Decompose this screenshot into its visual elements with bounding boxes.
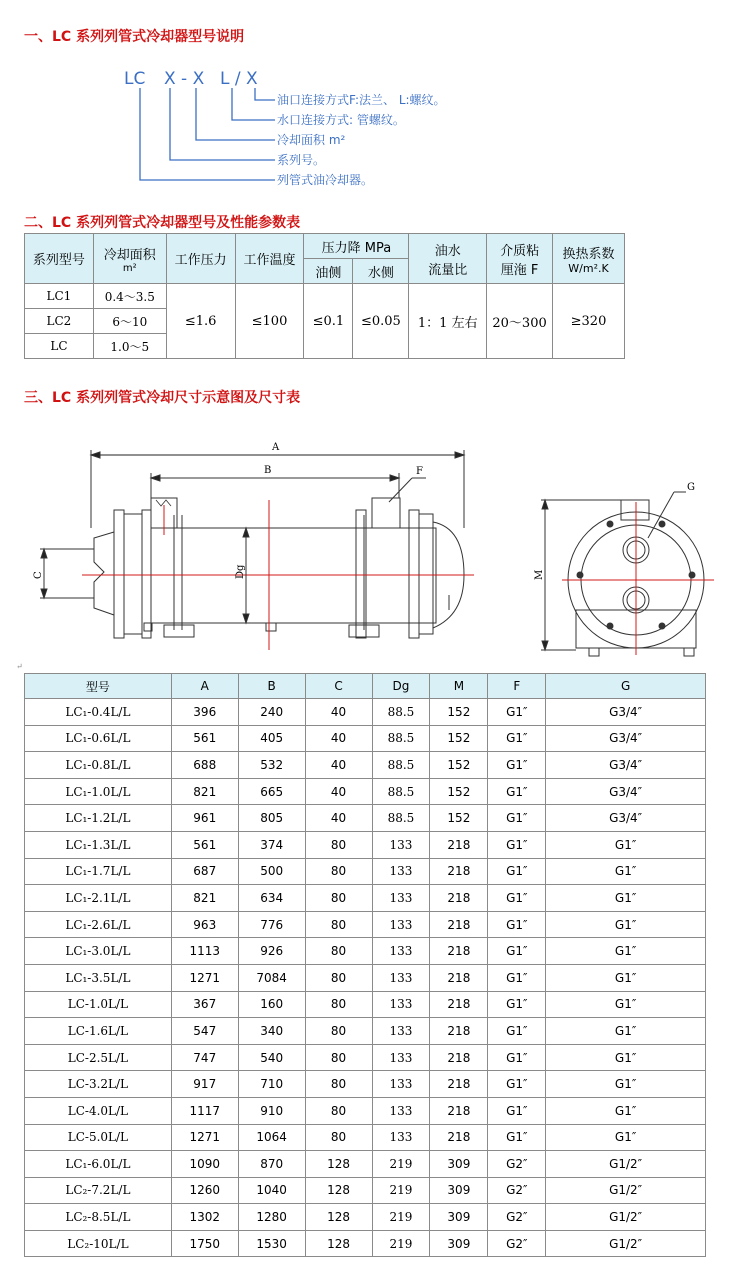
dim-cell-b: 1064: [238, 1124, 305, 1151]
table-row: [25, 885, 706, 912]
dim-cell-g: G1″: [546, 1124, 706, 1151]
dim-cell-f: G1″: [488, 1097, 546, 1124]
dim-cell-b: 1040: [238, 1177, 305, 1204]
dim-cell-dg: 133: [372, 938, 430, 965]
dim-cell-c: 128: [305, 1151, 372, 1178]
param-header-row: [25, 234, 625, 259]
table-row: [25, 1151, 706, 1178]
param-header-heat-2: W/m².K: [568, 261, 609, 275]
dim-cell-dg: 88.5: [372, 752, 430, 779]
dim-header-f: F: [488, 674, 546, 699]
param-ratio: 1：1 左右: [409, 284, 487, 359]
param-header-ratio-1: 油水: [434, 243, 461, 259]
dim-cell-a: 561: [171, 725, 238, 752]
dim-cell-f: G1″: [488, 725, 546, 752]
dim-cell-dg: 133: [372, 964, 430, 991]
table-row: [25, 1204, 706, 1231]
dim-cell-dg: 133: [372, 991, 430, 1018]
dim-cell-a: 1750: [171, 1230, 238, 1257]
dim-cell-g: G3/4″: [546, 699, 706, 726]
dim-cell-a: 963: [171, 911, 238, 938]
dim-cell-g: G1/2″: [546, 1177, 706, 1204]
param-header-water-side: 水侧: [353, 259, 409, 284]
dim-cell-b: 665: [238, 778, 305, 805]
param-area: 6～10: [93, 309, 166, 334]
dim-label-b: B: [264, 465, 272, 476]
param-series: LC: [25, 334, 94, 359]
dim-cell-c: 80: [305, 1097, 372, 1124]
dim-cell-a: 687: [171, 858, 238, 885]
dim-cell-a: 547: [171, 1018, 238, 1045]
dim-cell-m: 218: [430, 831, 488, 858]
dim-cell-model: LC₁-1.2L/L: [25, 805, 172, 832]
param-header-temp: 工作温度: [235, 234, 304, 284]
table-row: [25, 699, 706, 726]
dim-cell-m: 218: [430, 885, 488, 912]
table-row: [25, 1044, 706, 1071]
param-area: 0.4～3.5: [93, 284, 166, 309]
dim-cell-model: LC₂-7.2L/L: [25, 1177, 172, 1204]
dim-cell-m: 218: [430, 938, 488, 965]
dim-cell-f: G1″: [488, 1018, 546, 1045]
dim-cell-dg: 88.5: [372, 805, 430, 832]
dim-cell-f: G1″: [488, 991, 546, 1018]
dim-cell-f: G1″: [488, 964, 546, 991]
dim-cell-g: G1″: [546, 991, 706, 1018]
dim-cell-g: G1/2″: [546, 1204, 706, 1231]
dim-cell-a: 1271: [171, 964, 238, 991]
dim-cell-a: 561: [171, 831, 238, 858]
dim-cell-g: G1″: [546, 1018, 706, 1045]
dim-cell-b: 710: [238, 1071, 305, 1098]
table-row: [25, 858, 706, 885]
param-header-visc-1: 介质粘: [500, 243, 540, 259]
dim-label-dg: Dg: [235, 564, 246, 579]
dim-cell-b: 910: [238, 1097, 305, 1124]
dim-label-f: F: [416, 466, 423, 477]
dim-cell-f: G2″: [488, 1151, 546, 1178]
dim-cell-f: G2″: [488, 1230, 546, 1257]
dim-cell-model: LC-1.6L/L: [25, 1018, 172, 1045]
dim-cell-f: G1″: [488, 831, 546, 858]
dim-cell-a: 367: [171, 991, 238, 1018]
dim-cell-g: G3/4″: [546, 805, 706, 832]
param-temp: ≤100: [235, 284, 304, 359]
param-header-visc: [487, 234, 553, 284]
dim-cell-a: 396: [171, 699, 238, 726]
dim-cell-g: G1/2″: [546, 1151, 706, 1178]
table-row: [25, 752, 706, 779]
dim-cell-b: 240: [238, 699, 305, 726]
dim-cell-dg: 88.5: [372, 778, 430, 805]
code-leader-lines: [140, 88, 275, 180]
dim-cell-b: 532: [238, 752, 305, 779]
dim-cell-f: G1″: [488, 805, 546, 832]
param-oil-side: ≤0.1: [304, 284, 353, 359]
dim-cell-f: G1″: [488, 1044, 546, 1071]
dim-cell-model: LC-1.0L/L: [25, 991, 172, 1018]
param-header-pressure: 工作压力: [166, 234, 235, 284]
code-part-lc: LC: [124, 69, 146, 89]
dim-cell-f: G1″: [488, 911, 546, 938]
table-row: [25, 725, 706, 752]
dim-cell-g: G3/4″: [546, 752, 706, 779]
dim-cell-b: 1530: [238, 1230, 305, 1257]
dimension-header-row: [25, 674, 706, 699]
dim-cell-model: LC₁-0.4L/L: [25, 699, 172, 726]
dim-cell-f: G1″: [488, 858, 546, 885]
param-series: LC1: [25, 284, 94, 309]
dim-cell-model: LC₂-8.5L/L: [25, 1204, 172, 1231]
dim-cell-a: 917: [171, 1071, 238, 1098]
dim-cell-g: G1″: [546, 938, 706, 965]
dim-cell-c: 128: [305, 1177, 372, 1204]
dim-cell-model: LC-2.5L/L: [25, 1044, 172, 1071]
dim-cell-dg: 133: [372, 1097, 430, 1124]
dim-cell-g: G1″: [546, 911, 706, 938]
dim-cell-model: LC-3.2L/L: [25, 1071, 172, 1098]
dim-cell-dg: 133: [372, 1071, 430, 1098]
cooler-dimension-drawing: [14, 410, 729, 675]
dim-cell-dg: 133: [372, 831, 430, 858]
table-row: [25, 964, 706, 991]
dim-header-model: 型号: [25, 674, 172, 699]
dim-cell-c: 80: [305, 964, 372, 991]
dim-cell-model: LC₁-6.0L/L: [25, 1151, 172, 1178]
dim-cell-f: G2″: [488, 1204, 546, 1231]
dim-cell-a: 961: [171, 805, 238, 832]
dim-cell-b: 776: [238, 911, 305, 938]
table-row: [25, 831, 706, 858]
table-row: [25, 1177, 706, 1204]
dim-cell-model: LC₁-3.5L/L: [25, 964, 172, 991]
dim-cell-dg: 133: [372, 885, 430, 912]
dim-cell-model: LC₁-2.6L/L: [25, 911, 172, 938]
dim-label-g: G: [687, 482, 695, 493]
dim-cell-g: G1″: [546, 858, 706, 885]
dim-cell-dg: 133: [372, 1044, 430, 1071]
code-line-water-port: 水口连接方式: 管螺纹。: [277, 113, 405, 127]
dim-cell-m: 152: [430, 778, 488, 805]
dim-header-dg: Dg: [372, 674, 430, 699]
table-row: [25, 991, 706, 1018]
dim-cell-m: 309: [430, 1151, 488, 1178]
dim-cell-f: G1″: [488, 1071, 546, 1098]
param-header-drop: 压力降 MPa: [304, 234, 409, 259]
dim-cell-model: LC₁-0.6L/L: [25, 725, 172, 752]
dim-cell-b: 634: [238, 885, 305, 912]
param-header-heat: [553, 234, 625, 284]
table-row: [25, 911, 706, 938]
dim-cell-m: 218: [430, 1097, 488, 1124]
dim-cell-a: 821: [171, 778, 238, 805]
dim-cell-c: 80: [305, 911, 372, 938]
dim-cell-a: 1113: [171, 938, 238, 965]
dim-cell-model: LC₁-3.0L/L: [25, 938, 172, 965]
dim-cell-c: 80: [305, 1018, 372, 1045]
dim-cell-dg: 88.5: [372, 699, 430, 726]
dim-cell-b: 540: [238, 1044, 305, 1071]
dim-label-c: C: [33, 571, 44, 579]
dim-cell-a: 1260: [171, 1177, 238, 1204]
dim-cell-b: 926: [238, 938, 305, 965]
dim-cell-c: 80: [305, 1044, 372, 1071]
dim-cell-a: 688: [171, 752, 238, 779]
param-row: [25, 284, 625, 309]
dim-cell-g: G1″: [546, 1071, 706, 1098]
dim-cell-g: G3/4″: [546, 778, 706, 805]
table-row: [25, 778, 706, 805]
dim-cell-b: 1280: [238, 1204, 305, 1231]
code-line-series: 系列号。: [277, 153, 326, 167]
dim-cell-c: 40: [305, 752, 372, 779]
dim-cell-m: 309: [430, 1230, 488, 1257]
dim-cell-m: 218: [430, 1018, 488, 1045]
dim-cell-dg: 133: [372, 858, 430, 885]
dim-cell-c: 128: [305, 1204, 372, 1231]
side-view: [40, 450, 474, 650]
dim-cell-m: 309: [430, 1177, 488, 1204]
code-part-series-area: X - X: [164, 69, 205, 89]
dim-cell-f: G1″: [488, 752, 546, 779]
dim-cell-c: 80: [305, 858, 372, 885]
dim-cell-a: 1090: [171, 1151, 238, 1178]
code-part-ports: L / X: [220, 69, 258, 89]
param-header-series: 系列型号: [25, 234, 94, 284]
dim-cell-f: G1″: [488, 885, 546, 912]
code-line-oil-port: 油口连接方式F:法兰、 L:螺纹。: [277, 93, 446, 107]
table-row: [25, 938, 706, 965]
code-line-type: 列管式油冷却器。: [277, 173, 374, 187]
dim-cell-b: 805: [238, 805, 305, 832]
dim-header-b: B: [238, 674, 305, 699]
param-visc: 20～300: [487, 284, 553, 359]
dim-cell-f: G1″: [488, 699, 546, 726]
dim-cell-model: LC-5.0L/L: [25, 1124, 172, 1151]
dim-cell-b: 500: [238, 858, 305, 885]
dim-cell-b: 340: [238, 1018, 305, 1045]
dim-cell-g: G1/2″: [546, 1230, 706, 1257]
param-header-ratio: [409, 234, 487, 284]
dim-cell-dg: 88.5: [372, 725, 430, 752]
dim-cell-c: 80: [305, 1124, 372, 1151]
param-heat: ≥320: [553, 284, 625, 359]
dim-cell-c: 40: [305, 699, 372, 726]
dim-cell-g: G1″: [546, 1097, 706, 1124]
dim-cell-model: LC₁-0.8L/L: [25, 752, 172, 779]
param-header-ratio-2: 流量比: [428, 262, 468, 278]
dim-cell-dg: 133: [372, 1124, 430, 1151]
dim-cell-model: LC₁-1.7L/L: [25, 858, 172, 885]
dim-cell-f: G1″: [488, 1124, 546, 1151]
dim-cell-c: 80: [305, 938, 372, 965]
param-water-side: ≤0.05: [353, 284, 409, 359]
param-table: [24, 233, 625, 359]
dim-cell-model: LC₁-1.3L/L: [25, 831, 172, 858]
dim-cell-g: G1″: [546, 964, 706, 991]
dim-cell-f: G2″: [488, 1177, 546, 1204]
param-header-visc-2: 厘沲 F: [500, 262, 539, 278]
table-row: [25, 1097, 706, 1124]
dim-cell-m: 152: [430, 725, 488, 752]
dim-cell-m: 218: [430, 1071, 488, 1098]
dim-cell-model: LC₁-1.0L/L: [25, 778, 172, 805]
dim-cell-c: 80: [305, 831, 372, 858]
dim-cell-m: 218: [430, 1124, 488, 1151]
dim-cell-a: 1302: [171, 1204, 238, 1231]
dim-cell-g: G1″: [546, 885, 706, 912]
dim-cell-f: G1″: [488, 938, 546, 965]
param-header-heat-1: 换热系数: [562, 246, 615, 262]
dimension-table: [24, 673, 706, 1257]
dim-cell-m: 218: [430, 964, 488, 991]
end-view: [541, 492, 714, 656]
section-3-title: 三、LC 系列列管式冷却尺寸示意图及尺寸表: [24, 390, 301, 406]
dim-header-g: G: [546, 674, 706, 699]
dim-cell-dg: 219: [372, 1177, 430, 1204]
table-row: [25, 805, 706, 832]
table-row: [25, 1018, 706, 1045]
dim-cell-g: G3/4″: [546, 725, 706, 752]
dim-cell-m: 218: [430, 1044, 488, 1071]
dim-cell-a: 821: [171, 885, 238, 912]
table-row: [25, 1124, 706, 1151]
dim-cell-model: LC-4.0L/L: [25, 1097, 172, 1124]
param-header-area-unit: m²: [122, 262, 137, 274]
dim-cell-g: G1″: [546, 831, 706, 858]
dim-cell-a: 1117: [171, 1097, 238, 1124]
table-row: [25, 1071, 706, 1098]
dim-cell-m: 218: [430, 991, 488, 1018]
dim-cell-dg: 219: [372, 1151, 430, 1178]
param-area: 1.0～5: [93, 334, 166, 359]
dim-cell-m: 218: [430, 858, 488, 885]
dim-cell-c: 40: [305, 778, 372, 805]
dim-cell-m: 152: [430, 752, 488, 779]
dim-header-m: M: [430, 674, 488, 699]
dim-cell-c: 80: [305, 1071, 372, 1098]
model-code-diagram: [120, 62, 500, 197]
dim-cell-dg: 133: [372, 1018, 430, 1045]
section-2-title: 二、LC 系列列管式冷却器型号及性能参数表: [24, 215, 301, 231]
dim-cell-dg: 133: [372, 911, 430, 938]
dim-label-a: A: [272, 442, 280, 453]
dim-label-m: M: [534, 569, 545, 580]
dim-cell-b: 7084: [238, 964, 305, 991]
dim-cell-m: 152: [430, 805, 488, 832]
dim-header-c: C: [305, 674, 372, 699]
dim-cell-dg: 219: [372, 1204, 430, 1231]
paragraph-mark: ↵: [16, 662, 23, 671]
param-pressure: ≤1.6: [166, 284, 235, 359]
dim-cell-g: G1″: [546, 1044, 706, 1071]
dim-cell-m: 152: [430, 699, 488, 726]
dim-header-a: A: [171, 674, 238, 699]
section-1-title: 一、LC 系列列管式冷却器型号说明: [24, 29, 245, 45]
dim-cell-model: LC₁-2.1L/L: [25, 885, 172, 912]
param-series: LC2: [25, 309, 94, 334]
dim-cell-f: G1″: [488, 778, 546, 805]
dim-cell-b: 870: [238, 1151, 305, 1178]
dim-cell-c: 80: [305, 991, 372, 1018]
param-header-area-label: 冷却面积: [103, 247, 156, 263]
param-header-oil-side: 油侧: [304, 259, 353, 284]
dim-cell-c: 40: [305, 725, 372, 752]
dim-cell-c: 40: [305, 805, 372, 832]
dim-cell-b: 405: [238, 725, 305, 752]
dim-cell-a: 1271: [171, 1124, 238, 1151]
dim-cell-model: LC₂-10L/L: [25, 1230, 172, 1257]
param-header-area: [93, 234, 166, 284]
code-line-area: 冷却面积 m²: [277, 133, 346, 147]
dim-cell-m: 309: [430, 1204, 488, 1231]
dim-cell-dg: 219: [372, 1230, 430, 1257]
dim-cell-c: 128: [305, 1230, 372, 1257]
dim-cell-c: 80: [305, 885, 372, 912]
dim-cell-b: 374: [238, 831, 305, 858]
dim-cell-m: 218: [430, 911, 488, 938]
table-row: [25, 1230, 706, 1257]
dim-cell-a: 747: [171, 1044, 238, 1071]
dim-cell-b: 160: [238, 991, 305, 1018]
